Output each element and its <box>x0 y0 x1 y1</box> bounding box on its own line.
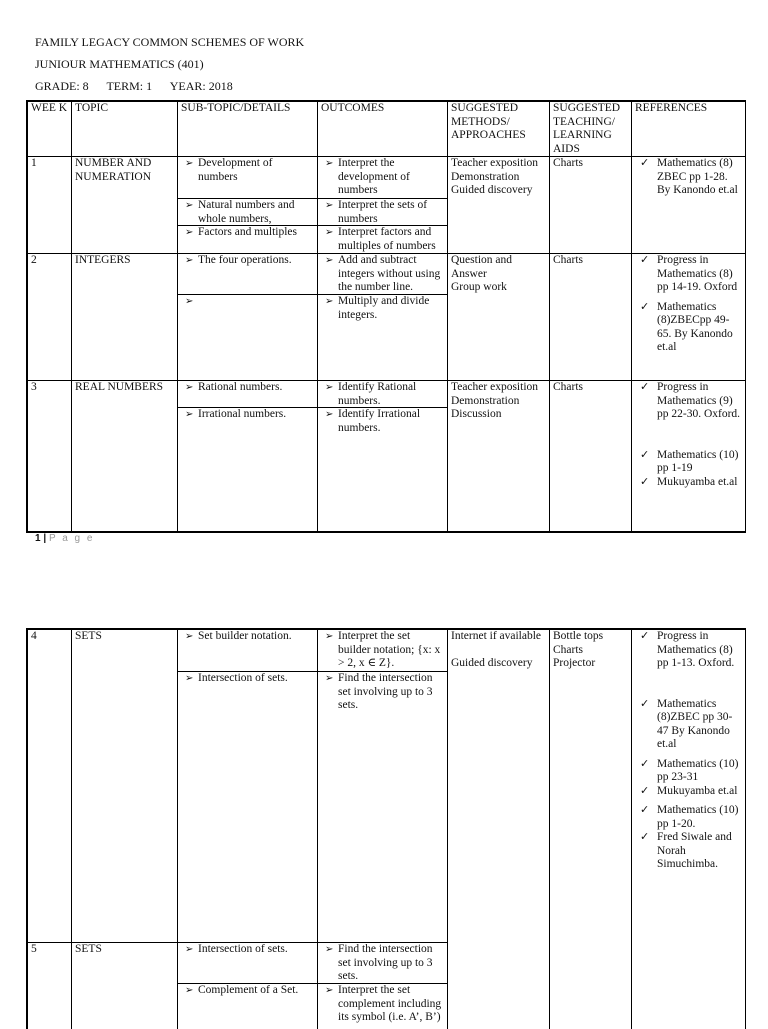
col-subtopic-header: SUB-TOPIC/DETAILS <box>178 102 318 157</box>
reference-item: ✓ Mathematics (10) pp 1-19 <box>635 449 742 476</box>
outcome-item: ➢ Add and subtract integers without using the number line. <box>321 254 444 295</box>
checkmark-icon: ✓ <box>640 831 649 845</box>
col-week-header: WEE K <box>28 102 72 157</box>
subtopic-item: ➢ Natural numbers and whole numbers, <box>181 199 314 226</box>
methods-cell: Teacher exposition Demonstration Guided discovery <box>448 157 550 254</box>
subtopic-item: ➢ Factors and multiples <box>181 226 314 240</box>
arrow-bullet-icon: ➢ <box>325 226 333 240</box>
subtopic-cell <box>178 943 318 1029</box>
outcome-item: ➢ Interpret factors and multiples of numbers <box>321 226 444 253</box>
subtopic-item: ➢ Complement of a Set. <box>181 984 314 998</box>
week-cell: 4 <box>28 630 72 943</box>
arrow-bullet-icon: ➢ <box>185 984 193 998</box>
week-cell: 1 <box>28 157 72 254</box>
reference-item: ✓ Fred Siwale and Norah Simuchimba. <box>635 831 742 872</box>
outcome-item: ➢ Find the intersection set involving up to 3 sets. <box>321 672 444 713</box>
subtopic-item: ➢ Rational numbers. <box>181 381 314 395</box>
reference-item: ✓ Mathematics (10) pp 1-20. <box>635 804 742 831</box>
outcomes-cell <box>318 157 448 254</box>
page-label: P a g e <box>49 533 95 544</box>
arrow-bullet-icon: ➢ <box>325 672 333 686</box>
checkmark-icon: ✓ <box>640 254 649 268</box>
subtopic-item: ➢ Intersection of sets. <box>181 672 314 686</box>
topic-cell: SETS <box>72 630 178 943</box>
arrow-bullet-icon: ➢ <box>325 199 333 213</box>
reference-item: ✓ Mathematics (8)ZBECpp 49-65. By Kanondo et.al <box>635 301 742 355</box>
arrow-bullet-icon: ➢ <box>185 254 193 268</box>
subtopic-item: ➢ Intersection of sets. <box>181 943 314 957</box>
document-title: FAMILY LEGACY COMMON SCHEMES OF WORK <box>35 35 304 50</box>
methods-cell: Internet if available Guided discovery <box>448 630 550 1029</box>
col-aids-header: SUGGESTED TEACHING/ LEARNING AIDS <box>550 102 632 157</box>
checkmark-icon: ✓ <box>640 449 649 463</box>
checkmark-icon: ✓ <box>640 157 649 171</box>
checkmark-icon: ✓ <box>640 630 649 644</box>
year-label: YEAR: 2018 <box>170 79 233 93</box>
page-footer: 1 | P a g e <box>35 533 94 544</box>
subject-line: JUNIOUR MATHEMATICS (401) <box>35 57 204 72</box>
scheme-table-page-2 <box>26 628 746 1029</box>
arrow-bullet-icon: ➢ <box>185 226 193 240</box>
table-row-week-2 <box>28 254 746 381</box>
scheme-table-page-1 <box>26 100 746 533</box>
checkmark-icon: ✓ <box>640 785 649 799</box>
checkmark-icon: ✓ <box>640 381 649 395</box>
methods-cell: Question and Answer Group work <box>448 254 550 381</box>
page-number: 1 <box>35 533 41 544</box>
arrow-bullet-icon: ➢ <box>325 254 333 268</box>
outcome-item: ➢ Interpret the development of numbers <box>321 157 444 198</box>
references-cell <box>632 381 746 532</box>
arrow-bullet-icon: ➢ <box>185 408 193 422</box>
references-cell <box>632 254 746 381</box>
arrow-bullet-icon: ➢ <box>185 199 193 213</box>
outcome-item: ➢ Identify Irrational numbers. <box>321 408 444 435</box>
grade-term-year <box>35 79 233 94</box>
aids-cell: Charts <box>550 157 632 254</box>
table-row-week-4 <box>28 630 746 943</box>
checkmark-icon: ✓ <box>640 698 649 712</box>
subtopic-cell <box>178 254 318 381</box>
col-topic-header: TOPIC <box>72 102 178 157</box>
aids-cell: Charts <box>550 254 632 381</box>
outcomes-cell <box>318 943 448 1029</box>
arrow-bullet-icon: ➢ <box>185 157 193 171</box>
reference-item: ✓ Mathematics (8)ZBEC pp 30-47 By Kanondo et.al <box>635 698 742 752</box>
col-references-header: REFERENCES <box>632 102 746 157</box>
reference-item: ✓ Mathematics (8) ZBEC pp 1-28. By Kanondo et.al <box>635 157 742 198</box>
week-cell: 2 <box>28 254 72 381</box>
reference-item: ✓ Mathematics (10) pp 23-31 <box>635 758 742 785</box>
outcome-item: ➢ Find the intersection set involving up to 3 sets. <box>321 943 444 984</box>
checkmark-icon: ✓ <box>640 476 649 490</box>
checkmark-icon: ✓ <box>640 804 649 818</box>
outcome-item: ➢ Interpret the sets of numbers <box>321 199 444 226</box>
subtopic-item: ➢ Development of numbers <box>181 157 314 184</box>
outcomes-cell <box>318 381 448 532</box>
subtopic-item: ➢ Set builder notation. <box>181 630 314 644</box>
outcome-item: ➢ Multiply and divide integers. <box>321 295 444 322</box>
topic-cell: REAL NUMBERS <box>72 381 178 532</box>
outcomes-cell <box>318 630 448 943</box>
outcome-item: ➢ Interpret the set builder notation; {x: x > 2, x ∈ Z}. <box>321 630 444 671</box>
checkmark-icon: ✓ <box>640 301 649 315</box>
week-cell: 5 <box>28 943 72 1029</box>
checkmark-icon: ✓ <box>640 758 649 772</box>
reference-item: ✓ Progress in Mathematics (8) pp 14-19. Oxford <box>635 254 742 295</box>
week-cell: 3 <box>28 381 72 532</box>
topic-cell: NUMBER AND NUMERATION <box>72 157 178 254</box>
term-label: TERM: 1 <box>106 79 152 93</box>
methods-cell: Teacher exposition Demonstration Discussion <box>448 381 550 532</box>
reference-item: ✓ Progress in Mathematics (9) pp 22-30. Oxford. <box>635 381 742 422</box>
subtopic-cell <box>178 157 318 254</box>
subtopic-cell <box>178 381 318 532</box>
topic-cell: INTEGERS <box>72 254 178 381</box>
col-outcomes-header: OUTCOMES <box>318 102 448 157</box>
arrow-bullet-icon: ➢ <box>185 630 193 644</box>
outcome-item: ➢ Identify Rational numbers. <box>321 381 444 408</box>
aids-cell: Charts <box>550 381 632 532</box>
reference-item: ✓ Progress in Mathematics (8) pp 1-13. Oxford. <box>635 630 742 671</box>
subtopic-cell <box>178 630 318 943</box>
grade-label: GRADE: 8 <box>35 79 89 93</box>
table-row-week-3 <box>28 381 746 532</box>
outcomes-cell <box>318 254 448 381</box>
arrow-bullet-icon: ➢ <box>185 381 193 395</box>
arrow-bullet-icon: ➢ <box>325 381 333 395</box>
arrow-bullet-icon: ➢ <box>185 672 193 686</box>
arrow-bullet-icon: ➢ <box>325 157 333 171</box>
reference-item: ✓ Mukuyamba et.al <box>635 476 742 490</box>
arrow-bullet-icon: ➢ <box>325 630 333 644</box>
table-header-row <box>28 102 746 157</box>
reference-item: ✓ Mukuyamba et.al <box>635 785 742 799</box>
arrow-bullet-icon: ➢ <box>185 943 193 957</box>
aids-cell: Bottle tops Charts Projector <box>550 630 632 1029</box>
table-row-week-1 <box>28 157 746 254</box>
topic-cell: SETS <box>72 943 178 1029</box>
col-methods-header: SUGGESTED METHODS/ APPROACHES <box>448 102 550 157</box>
arrow-bullet-icon: ➢ <box>325 408 333 422</box>
references-cell <box>632 157 746 254</box>
subtopic-item: ➢ The four operations. <box>181 254 314 268</box>
arrow-bullet-icon: ➢ <box>325 984 333 998</box>
arrow-bullet-icon: ➢ <box>185 295 193 309</box>
subtopic-item: ➢ Irrational numbers. <box>181 408 314 422</box>
outcome-item: ➢ Interpret the set complement including its symbol (i.e. A’, B’) <box>321 984 444 1025</box>
arrow-bullet-icon: ➢ <box>325 943 333 957</box>
references-cell <box>632 630 746 1029</box>
arrow-bullet-icon: ➢ <box>325 295 333 309</box>
